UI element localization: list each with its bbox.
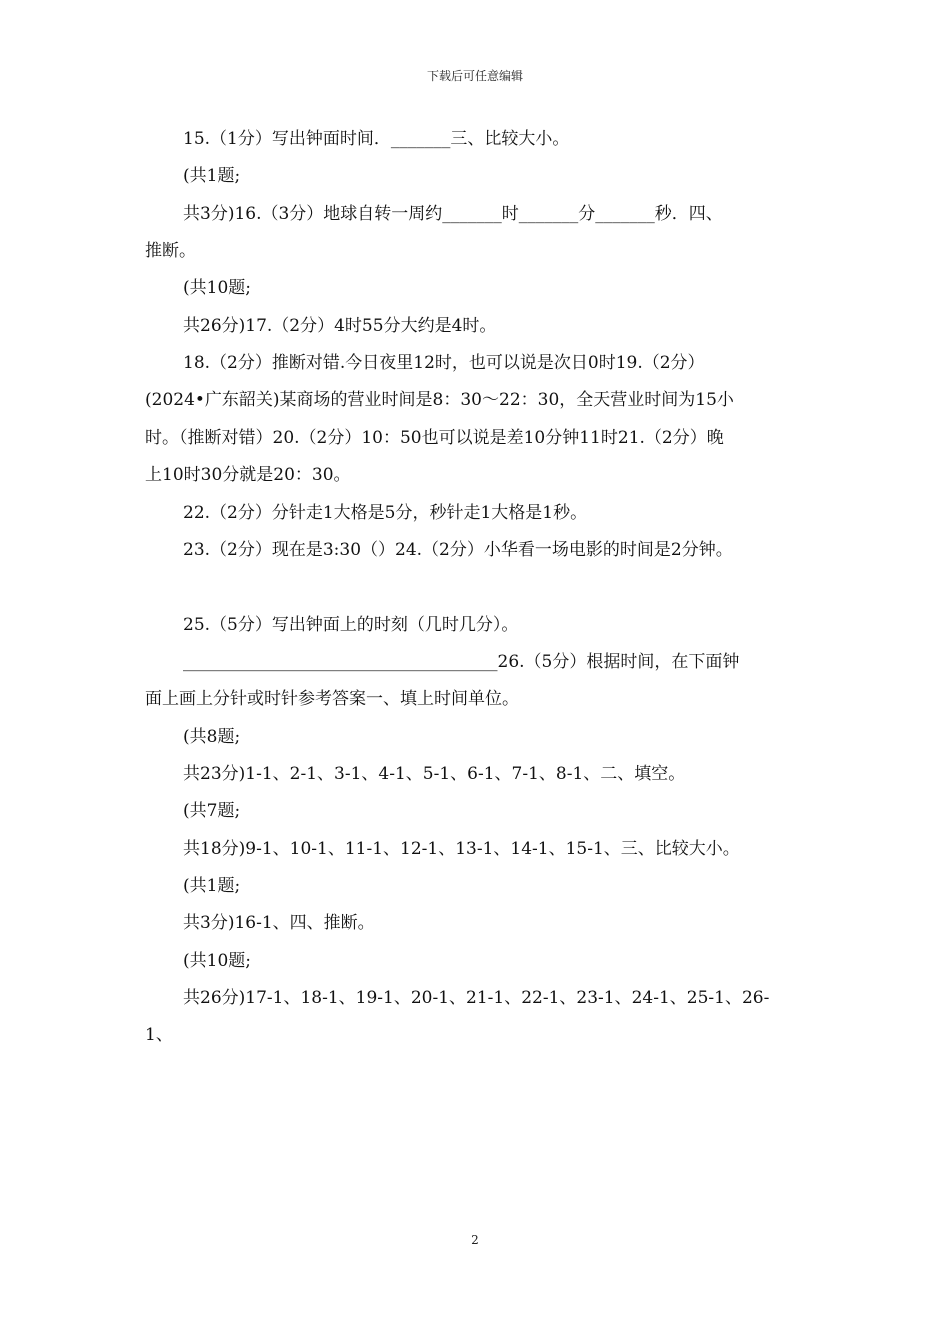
question-21-line: 上10时30分就是20：30。 [145,465,351,485]
section-count-line: (共1题; [183,876,241,896]
question-23-line: 23.（2分）现在是3:30（）24.（2分）小华看一场电影的时间是2分钟。 [183,540,733,560]
question-16-line: 共3分)16.（3分）地球自转一周约_______时_______分_______秒．四、 [183,204,723,224]
question-25-line: 25.（5分）写出钟面上的时刻（几时几分）。 [183,615,519,635]
answer-section-4-line: 共26分)17-1、18-1、19-1、20-1、21-1、22-1、23-1、24-1、25-1、26- [183,988,770,1008]
page-number: 2 [471,1233,479,1247]
section-count-line: (共1题; [183,166,241,186]
page-header: 下载后可任意编辑 [426,69,523,83]
question-18-line: 18.（2分）推断对错.今日夜里12时，也可以说是次日0时19.（2分） [183,353,705,373]
question-15-line: 15.（1分）写出钟面时间．_______三、比较大小。 [183,129,570,149]
section-count-line: (共8题; [183,727,241,747]
question-26-line: _____________________________________26.（5分）根据时间，在下面钟 [183,652,740,672]
section-count-line: (共10题; [183,278,251,298]
section-count-line: (共10题; [183,951,251,971]
answer-key-title-line: 面上画上分针或时针参考答案一、填上时间单位。 [145,689,519,709]
question-22-line: 22.（2分）分针走1大格是5分，秒针走1大格是1秒。 [183,503,588,523]
answer-section-4-continuation: 1、 [145,1025,173,1045]
section-count-line: (共7题; [183,801,241,821]
question-19-line: (2024•广东韶关)某商场的营业时间是8：30～22：30，全天营业时间为15小 [145,390,734,410]
question-20-line: 时。（推断对错）20.（2分）10：50也可以说是差10分钟11时21.（2分）晚 [145,428,724,448]
question-17-line: 共26分)17.（2分）4时55分大约是4时。 [183,316,497,336]
answer-section-2-line: 共18分)9-1、10-1、11-1、12-1、13-1、14-1、15-1、三、比较大小。 [183,839,740,859]
answer-section-3-line: 共3分)16-1、四、推断。 [183,913,375,933]
answer-section-1-line: 共23分)1-1、2-1、3-1、4-1、5-1、6-1、7-1、8-1、二、填空。 [183,764,686,784]
question-16-continuation: 推断。 [145,241,196,261]
